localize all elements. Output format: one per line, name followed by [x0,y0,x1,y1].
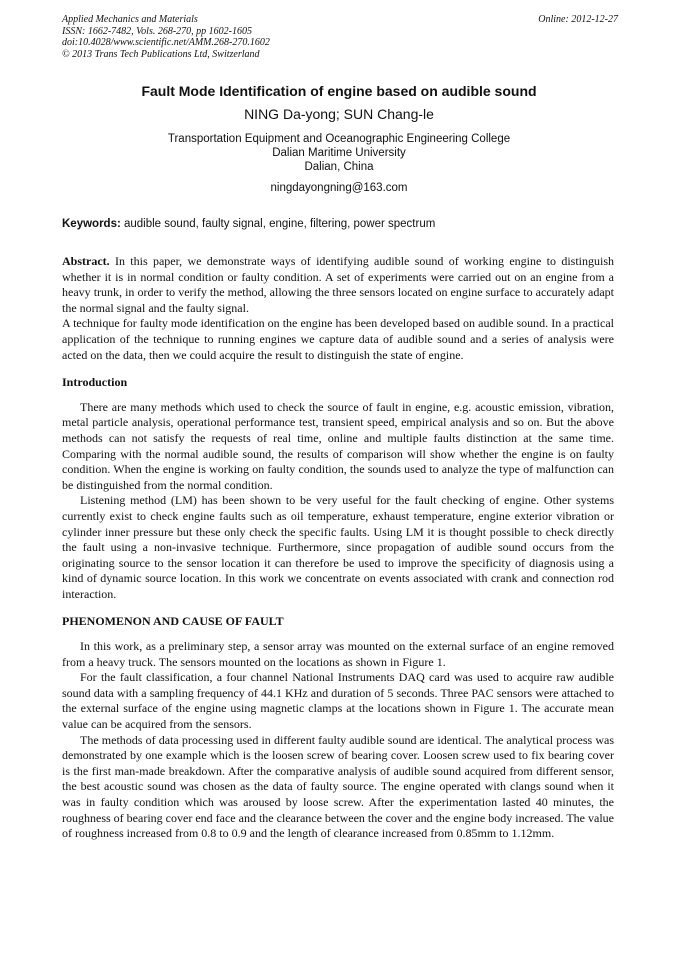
keywords-text: audible sound, faulty signal, engine, filtering, power spectrum [120,218,436,230]
abstract-paragraph-2: A technique for faulty mode identification on the engine has been developed based on audible sound. In a practical application of the technique to running engines we capture data of audible sound and a series of analysis were acted on the data, then we could acquire the result to distinguish the state of engine. [62,316,614,362]
introduction-paragraph-1: There are many methods which used to check the source of fault in engine, e.g. acoustic emission, vibration, metal particle analysis, operational performance test, transient speed, empirical analysis and so on. But the above methods can not satisfy the requests of real time, online and multiple faults distinction at the same time. Comparing with the normal audible sound, the results of comparison will show whether the engine is on faulty condition. When the engine is working on faulty condition, the sounds used to analyze the type of malfunction can be distinguished from the normal condition. [62,399,614,492]
introduction-heading: Introduction [62,375,128,390]
online-date: Online: 2012-12-27 [538,14,618,25]
introduction-paragraph-2: Listening method (LM) has been shown to be very useful for the fault checking of engine. Other systems currently exist to check engine faults such as oil temperature, exhaust temperature, engine exterior vibration or cylinder inner pressure but these only check the specific faults. Using LM it is thought possible to check directly the fault using a non-invasive technique. Furthermore, since propagation of audible sound occurs from the originating source to the sensor location it can therefore be used to improve the specificity of diagnosis using a kind of dynamic source location. In this work we concentrate on events associated with crank and connection rod interaction. [62,493,614,601]
affiliation-college: Transportation Equipment and Oceanographic Engineering College [167,133,511,145]
phenomenon-paragraph-1: In this work, as a preliminary step, a sensor array was mounted on the external surface of an engine removed from a heavy truck. The sensors mounted on the locations as shown in Figure 1. [62,639,614,669]
abstract-text-1: In this paper, we demonstrate ways of identifying audible sound of working engine to distinguish whether it is in normal condition or faulty condition. A set of experiments were carried out on an engine from a heavy trunk, in order to verify the method, allowing the three sensors located on engine surface to accurately adapt the normal signal and the faulty signal. [62,254,614,315]
phenomenon-paragraph-3: The methods of data processing used in different faulty audible sound are identical. The analytical process was demonstrated by one example which is the loosen screw of bearing cover. Loosen screw used to fix bearing cover is the first man-made breakdown. After the comparative analysis of audible sound acquired from different sensor, the best acoustic sound was chosen as the data of faulty source. The engine operated with clangs sound when it was in faulty condition which was aroused by loose screw. After the experimentation lasted 40 minutes, the roughness of bearing cover end face and the clearance between the cover and the engine body increased. The value of roughness increased from 0.8 to 0.9 and the length of clearance increased from 0.85mm to 1.12mm. [62,732,614,841]
abstract-paragraph-1 [62,254,614,316]
abstract-label: Abstract. [62,254,110,268]
keywords [62,218,618,230]
affiliation-city: Dalian, China [304,161,374,173]
doi-line: doi:10.4028/www.scientific.net/AMM.268-270.1602 [62,37,270,48]
keywords-label: Keywords: [62,218,121,230]
journal-header [62,14,618,60]
copyright-line: © 2013 Trans Tech Publications Ltd, Switzerland [62,48,260,60]
paper-body [62,254,614,842]
author-list: NING Da-yong; SUN Chang-le [244,106,434,122]
paper-title: Fault Mode Identification of engine based on audible sound [141,83,537,99]
affiliation [0,132,678,174]
issn-line: ISSN: 1662-7482, Vols. 268-270, pp 1602-1605 [62,25,252,37]
phenomenon-paragraph-2: For the fault classification, a four channel National Instruments DAQ card was used to acquire raw audible sound data with a sampling frequency of 44.1 KHz and duration of 5 seconds. Three PAC sensors were attached to the external surface of the engine using magnetic clamps at the locations shown in Figure 1. The accurate mean value can be acquired from the sensors. [62,670,614,732]
phenomenon-heading: PHENOMENON AND CAUSE OF FAULT [62,614,284,629]
author-email: ningdayongning@163.com [270,182,408,194]
journal-name: Applied Mechanics and Materials [62,14,198,25]
affiliation-university: Dalian Maritime University [272,147,406,159]
